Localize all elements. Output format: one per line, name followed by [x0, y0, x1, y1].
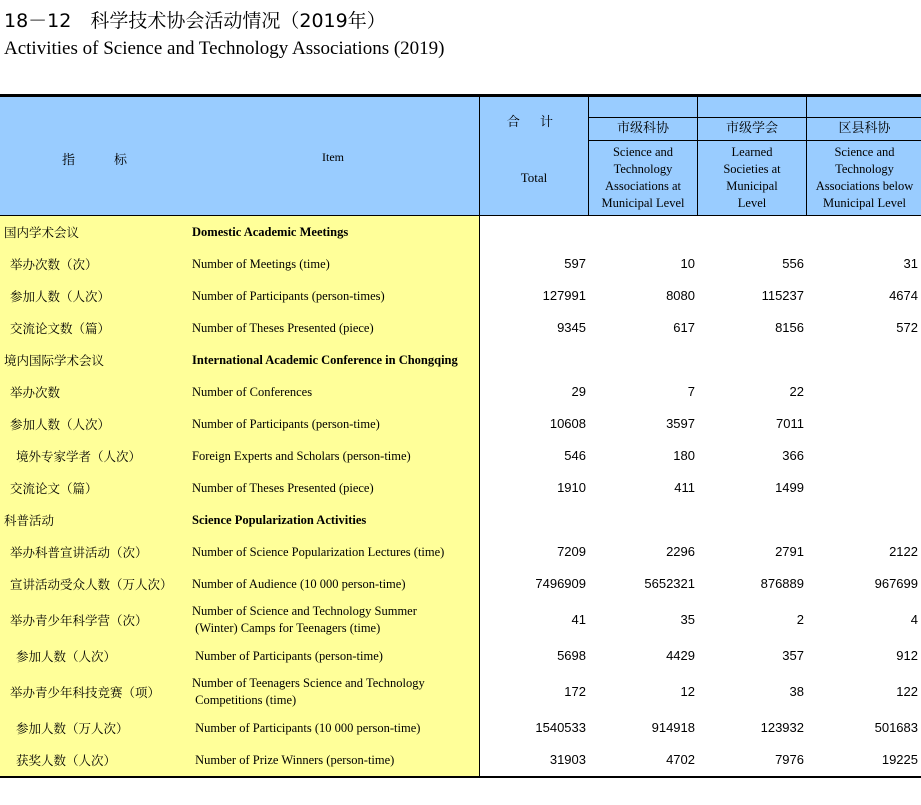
cell-value: 7	[687, 384, 695, 399]
cell-value: 10	[680, 256, 695, 271]
table-row	[0, 712, 921, 744]
table-row	[0, 408, 921, 440]
cell-value: 7011	[776, 416, 804, 431]
cell-value: 4429	[666, 648, 695, 663]
cell-value: 556	[782, 256, 804, 271]
cell-value: 5698	[557, 648, 586, 663]
header-col-municipal-societies	[697, 97, 806, 215]
table-row	[0, 568, 921, 600]
header-indicator-cell	[0, 97, 479, 215]
table-row	[0, 376, 921, 408]
cell-value: 8080	[666, 288, 695, 303]
row-label-en: International Academic Conference in Chongqing	[192, 352, 458, 367]
cell-value: 7496909	[535, 576, 586, 591]
row-label-cn: 参加人数（人次）	[16, 649, 117, 664]
cell-value: 1540533	[535, 720, 586, 735]
cell-value: 5652321	[644, 576, 695, 591]
cell-value: 914918	[651, 720, 695, 735]
cell-value: 38	[789, 684, 804, 699]
header-col-municipal-assoc	[588, 97, 697, 215]
row-label-cn: 举办青少年科技竞赛（项）	[10, 685, 161, 700]
cell-value: 1499	[775, 480, 804, 495]
cell-value: 357	[782, 648, 804, 663]
row-label-en: Number of Participants (person-time)	[192, 648, 383, 663]
table-row	[0, 472, 921, 504]
cell-value: 3597	[666, 416, 695, 431]
table-row	[0, 744, 921, 776]
cell-value: 967699	[874, 576, 918, 591]
cell-value: 912	[896, 648, 918, 663]
cell-value: 172	[564, 684, 586, 699]
cell-value: 546	[564, 448, 586, 463]
header-col-cn: 区县科协	[807, 117, 921, 141]
cell-value: 35	[680, 612, 695, 627]
row-label-en: Number of Meetings (time)	[192, 256, 330, 271]
cell-value: 19225	[881, 752, 918, 767]
header-col-en: Science and Technology Associations at Municipal Level	[601, 145, 685, 210]
cell-value: 115237	[761, 288, 804, 303]
cell-value: 4	[910, 612, 918, 627]
cell-value: 2791	[775, 544, 804, 559]
cell-value: 2122	[889, 544, 918, 559]
cell-value: 29	[571, 384, 586, 399]
cell-value: 22	[789, 384, 804, 399]
row-label-cn: 获奖人数（人次）	[16, 753, 117, 768]
row-label-cn: 交流论文（篇）	[10, 481, 98, 496]
header-col-cn: 市级科协	[589, 117, 697, 141]
cell-value: 12	[680, 684, 695, 699]
row-label-en: Number of Science and Technology Summer (Winter) Camps for Teenagers (time)	[192, 604, 417, 635]
cell-value: 597	[564, 256, 586, 271]
cell-value: 366	[782, 448, 804, 463]
cell-value: 122	[896, 684, 918, 699]
row-label-cn: 宣讲活动受众人数（万人次）	[10, 577, 173, 592]
header-total-cell	[479, 97, 588, 215]
row-label-en: Number of Prize Winners (person-time)	[192, 752, 395, 767]
row-label-cn: 境外专家学者（人次）	[16, 449, 142, 464]
cell-value: 127991	[542, 288, 586, 303]
cell-value: 876889	[760, 576, 804, 591]
table-row	[0, 536, 921, 568]
row-label-cn: 举办次数	[10, 385, 61, 400]
table-row	[0, 216, 921, 248]
data-table	[0, 94, 921, 778]
row-label-cn: 参加人数（人次）	[10, 289, 111, 304]
row-label-en: Number of Audience (10 000 person-time)	[192, 576, 406, 591]
table-row	[0, 504, 921, 536]
header-item: Item	[322, 150, 344, 164]
row-label-cn: 参加人数（万人次）	[16, 721, 129, 736]
row-label-cn: 参加人数（人次）	[10, 417, 111, 432]
cell-value: 501683	[874, 720, 918, 735]
row-label-cn: 举办次数（次）	[10, 257, 98, 272]
row-label-en: Foreign Experts and Scholars (person-time)	[192, 448, 411, 463]
cell-value: 7209	[557, 544, 586, 559]
table-body	[0, 216, 921, 776]
row-label-en: Number of Teenagers Science and Technology Competitions (time)	[192, 676, 425, 707]
header-col-district-assoc	[806, 97, 921, 215]
row-label-cn: 举办青少年科学营（次）	[10, 613, 148, 628]
row-label-cn: 境内国际学术会议	[4, 353, 105, 368]
cell-value: 180	[673, 448, 695, 463]
header-col-cn: 市级学会	[698, 117, 806, 141]
table-row	[0, 640, 921, 672]
row-label-en: Number of Participants (10 000 person-time)	[192, 720, 421, 735]
page-title-cn: 18－12 科学技术协会活动情况（2019年）	[4, 10, 386, 32]
header-col-en: Science and Technology Associations below Municipal Level	[815, 145, 914, 210]
cell-value: 123932	[760, 720, 804, 735]
row-label-en: Number of Science Popularization Lectures (time)	[192, 544, 445, 559]
header-total-cn: 合 计	[506, 115, 562, 130]
cell-value: 10608	[549, 416, 586, 431]
cell-value: 572	[896, 320, 918, 335]
row-label-en: Number of Theses Presented (piece)	[192, 320, 374, 335]
cell-value: 617	[673, 320, 695, 335]
table-row	[0, 280, 921, 312]
row-label-en: Number of Participants (person-time)	[192, 416, 380, 431]
cell-value: 411	[674, 480, 695, 495]
cell-value: 2296	[666, 544, 695, 559]
row-label-cn: 科普活动	[4, 513, 55, 528]
cell-value: 4674	[889, 288, 918, 303]
table-header	[0, 97, 921, 216]
cell-value: 4702	[666, 752, 695, 767]
table-row	[0, 600, 921, 640]
row-label-en: Number of Theses Presented (piece)	[192, 480, 374, 495]
table-row	[0, 672, 921, 712]
cell-value: 8156	[775, 320, 804, 335]
row-label-en: Science Popularization Activities	[192, 512, 367, 527]
cell-value: 31903	[549, 752, 586, 767]
row-label-en: Domestic Academic Meetings	[192, 224, 349, 239]
table-row	[0, 248, 921, 280]
row-label-cn: 交流论文数（篇）	[10, 321, 111, 336]
table-row	[0, 312, 921, 344]
cell-value: 31	[903, 256, 918, 271]
header-col-en: Learned Societies at Municipal Level	[723, 145, 781, 210]
row-label-cn: 举办科普宣讲活动（次）	[10, 545, 148, 560]
table-row	[0, 344, 921, 376]
row-label-en: Number of Participants (person-times)	[192, 288, 385, 303]
cell-value: 9345	[557, 320, 586, 335]
table-row	[0, 440, 921, 472]
cell-value: 1910	[557, 480, 586, 495]
header-total-en: Total	[520, 170, 548, 185]
page-title-en: Activities of Science and Technology Associations (2019)	[4, 38, 445, 59]
row-label-cn: 国内学术会议	[4, 225, 80, 240]
cell-value: 7976	[775, 752, 804, 767]
cell-value: 2	[796, 612, 804, 627]
row-label-en: Number of Conferences	[192, 384, 313, 399]
cell-value: 41	[571, 612, 586, 627]
header-indicator: 指 标	[62, 153, 128, 168]
